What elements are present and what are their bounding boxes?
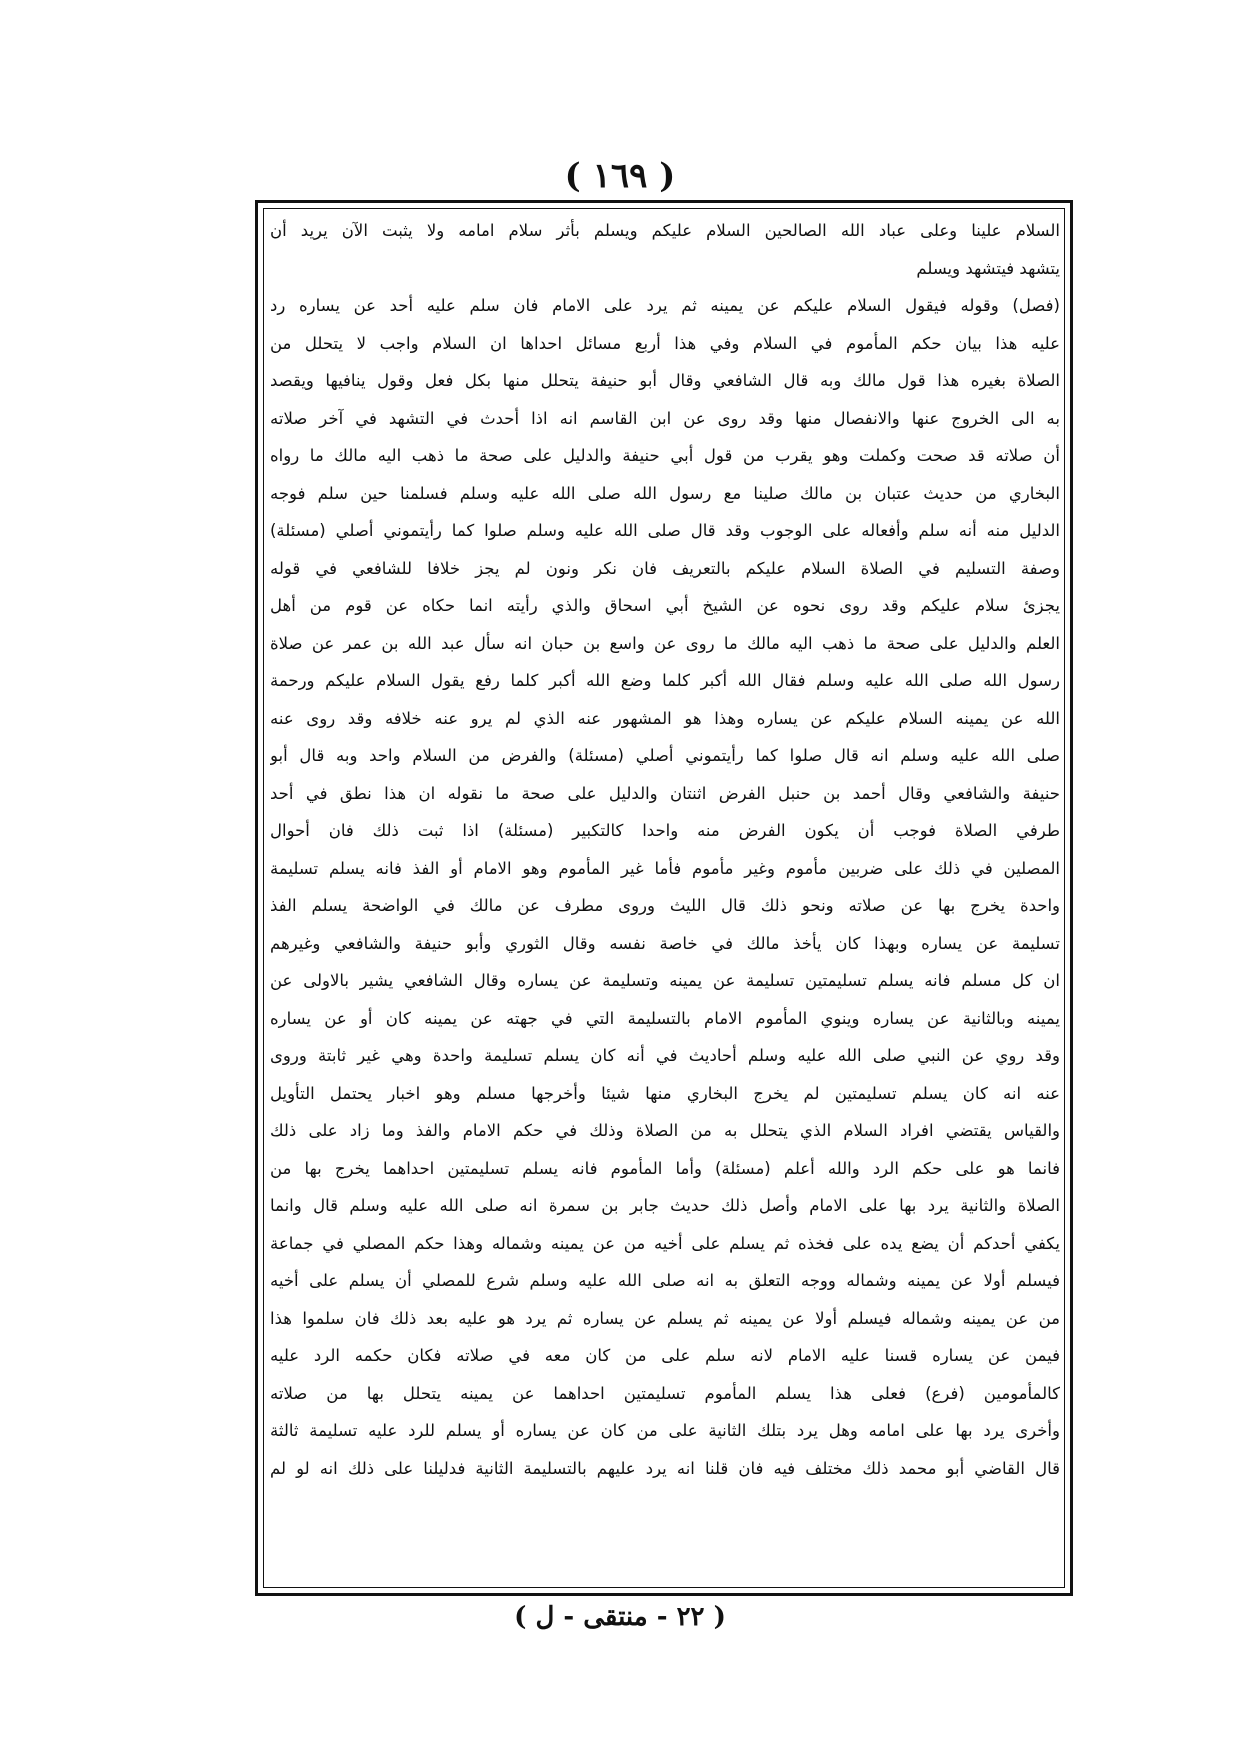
text-line: يتشهد فيتشهد ويسلم xyxy=(916,258,1060,278)
text-line: المصلين في ذلك على ضربين مأموم وغير مأموم فأما غير المأموم وهو الامام أو الفذ فانه يسلم تسليمة xyxy=(270,858,1060,878)
text-line: العلم والدليل على صحة ما ذهب اليه مالك ما روى عن واسع بن حبان انه سأل عبد الله بن عمر عن صلاة xyxy=(270,633,1060,653)
text-line: الله عن يمينه السلام عليكم عن يساره وهذا هو المشهور عنه الذي لم يرو عنه خلافه وقد روى عنه xyxy=(270,708,1060,728)
text-line: واحدة يخرج بها عن صلاته ونحو ذلك قال الليث وروى مطرف عن مالك في الواضحة يسلم الفذ xyxy=(270,896,1060,915)
text-line: وصفة التسليم في الصلاة السلام عليكم بالتعريف فان نكر ونون لم يجز خلافا للشافعي في قوله xyxy=(270,558,1060,578)
text-line: فيسلم أولا عن يمينه وشماله ووجه التعلق به انه صلى الله عليه وسلم شرع للمصلي أن يسلم على أخيه xyxy=(270,1271,1060,1290)
text-line: كالمأمومين (فرع) فعلى هذا يسلم المأموم تسليمتين احداهما عن يمينه يتحلل بها من صلاته xyxy=(270,1383,1060,1403)
text-line: رسول الله صلى الله عليه وسلم فقال الله أكبر كلما وضع الله أكبر كلما رفع يقول السلام عليكم ورحمة xyxy=(270,671,1060,690)
text-line: أن صلاته قد صحت وكملت وهو يقرب من قول أبي حنيفة والدليل على صحة ما ذهب اليه مالك ما رواه xyxy=(270,446,1060,465)
text-line: البخاري من حديث عتبان بن مالك صلينا مع رسول الله صلى الله عليه وسلم فسلمنا حين سلم فوجه xyxy=(270,483,1060,503)
text-line: يمينه وبالثانية عن يساره وينوي المأموم الامام بالتسليمة التي في جهته عن يمينه كان أو عن يساره xyxy=(270,1008,1060,1028)
text-line: طرفي الصلاة فوجب أن يكون الفرض منه واحدا كالتكبير (مسئلة) اذا ثبت ذلك فان أحوال xyxy=(270,821,1060,840)
text-line: وأخرى يرد بها على امامه وهل يرد بتلك الثانية على من كان عن يساره أو يسلم للرد عليه تسليمة ثالثة xyxy=(270,1421,1060,1440)
text-line: تسليمة عن يساره وبهذا كان يأخذ مالك في خاصة نفسه وقال الثوري وأبو حنيفة والشافعي وغيرهم xyxy=(270,933,1060,953)
text-line: حنيفة والشافعي وقال أحمد بن حنبل الفرض اثنتان والدليل على صحة ما نقوله ان هذا نطق في أحد xyxy=(270,783,1060,803)
text-line: عليه هذا بيان حكم المأموم في السلام وفي هذا أربع مسائل احداها ان السلام واجب لا يتحلل من xyxy=(270,333,1060,353)
body-text xyxy=(270,212,1060,1487)
text-line: يكفي أحدكم أن يضع يده على فخذه ثم يسلم على أخيه من عن يمينه وشماله وهذا حكم المصلي في جماعة xyxy=(270,1233,1060,1253)
text-line: فانما هو على حكم الرد والله أعلم (مسئلة) وأما المأموم فانه يسلم تسليمتين احداهما يخرج بها من xyxy=(270,1158,1060,1178)
page-number: ( ١٦٩ ) xyxy=(564,156,676,196)
text-line: يجزئ سلام عليكم وقد روى نحوه عن الشيخ أبي اسحاق والذي رأيته انما حكاه عن قوم من أهل xyxy=(270,596,1060,615)
text-line: والقياس يقتضي افراد السلام الذي يتحلل به من الصلاة وذلك في حكم الامام والفذ وما زاد على ذلك xyxy=(270,1121,1060,1140)
text-line: الصلاة بغيره هذا قول مالك وبه قال الشافعي وقال أبو حنيفة يتحلل منها بكل فعل وقول ينافيها ويقصد xyxy=(270,371,1060,390)
text-line: (فصل) وقوله فيقول السلام عليكم عن يمينه ثم يرد على الامام فان سلم عليه أحد عن يساره رد xyxy=(270,296,1060,315)
text-line: قال القاضي أبو محمد ذلك مختلف فيه فان قلنا انه يرد عليهم بالتسليمة الثانية فدليلنا على ذلك انه لو لم xyxy=(270,1458,1060,1478)
text-line: صلى الله عليه وسلم انه قال صلوا كما رأيتموني أصلي (مسئلة) والفرض من السلام واحد وبه قال أبو xyxy=(270,746,1060,765)
text-line: وقد روي عن النبي صلى الله عليه وسلم أحاديث في أنه كان يسلم تسليمة واحدة وهي غير ثابتة وروى xyxy=(270,1046,1060,1065)
text-line: عنه انه كان يسلم تسليمتين لم يخرج البخاري منها شيئا وأخرجها مسلم وهو اخبار يحتمل التأويل xyxy=(270,1083,1060,1103)
text-line: الصلاة والثانية يرد بها على الامام وأصل ذلك حديث جابر بن سمرة انه صلى الله عليه وسلم قال وانما xyxy=(270,1196,1060,1215)
text-line: فيمن عن يساره قسنا عليه الامام لانه سلم على من كان معه في صلاته فكان حكمه الرد عليه xyxy=(270,1346,1060,1365)
text-line: به الى الخروج عنها والانفصال منها وقد روى عن ابن القاسم انه اذا أحدث في التشهد في آخر صلاته xyxy=(270,408,1060,428)
text-line: الدليل منه أنه سلم وأفعاله على الوجوب وقد قال صلى الله عليه وسلم صلوا كما رأيتموني أصلي (مسئلة) xyxy=(270,521,1060,540)
text-line: السلام علينا وعلى عباد الله الصالحين السلام عليكم ويسلم بأثر سلام امامه ولا يثبت الآن يريد أن xyxy=(270,221,1060,240)
text-line: ان كل مسلم فانه يسلم تسليمتين تسليمة عن يمينه وتسليمة عن يساره وقال الشافعي يشير بالاولى عن xyxy=(270,971,1060,990)
signature-footer: ( ٢٢ - منتقى - ل ) xyxy=(514,1602,726,1632)
text-line: من عن يمينه وشماله فيسلم أولا عن يمينه ثم يسلم عن يساره ثم يرد هو عليه بعد ذلك فان سلموا هذا xyxy=(270,1308,1060,1328)
